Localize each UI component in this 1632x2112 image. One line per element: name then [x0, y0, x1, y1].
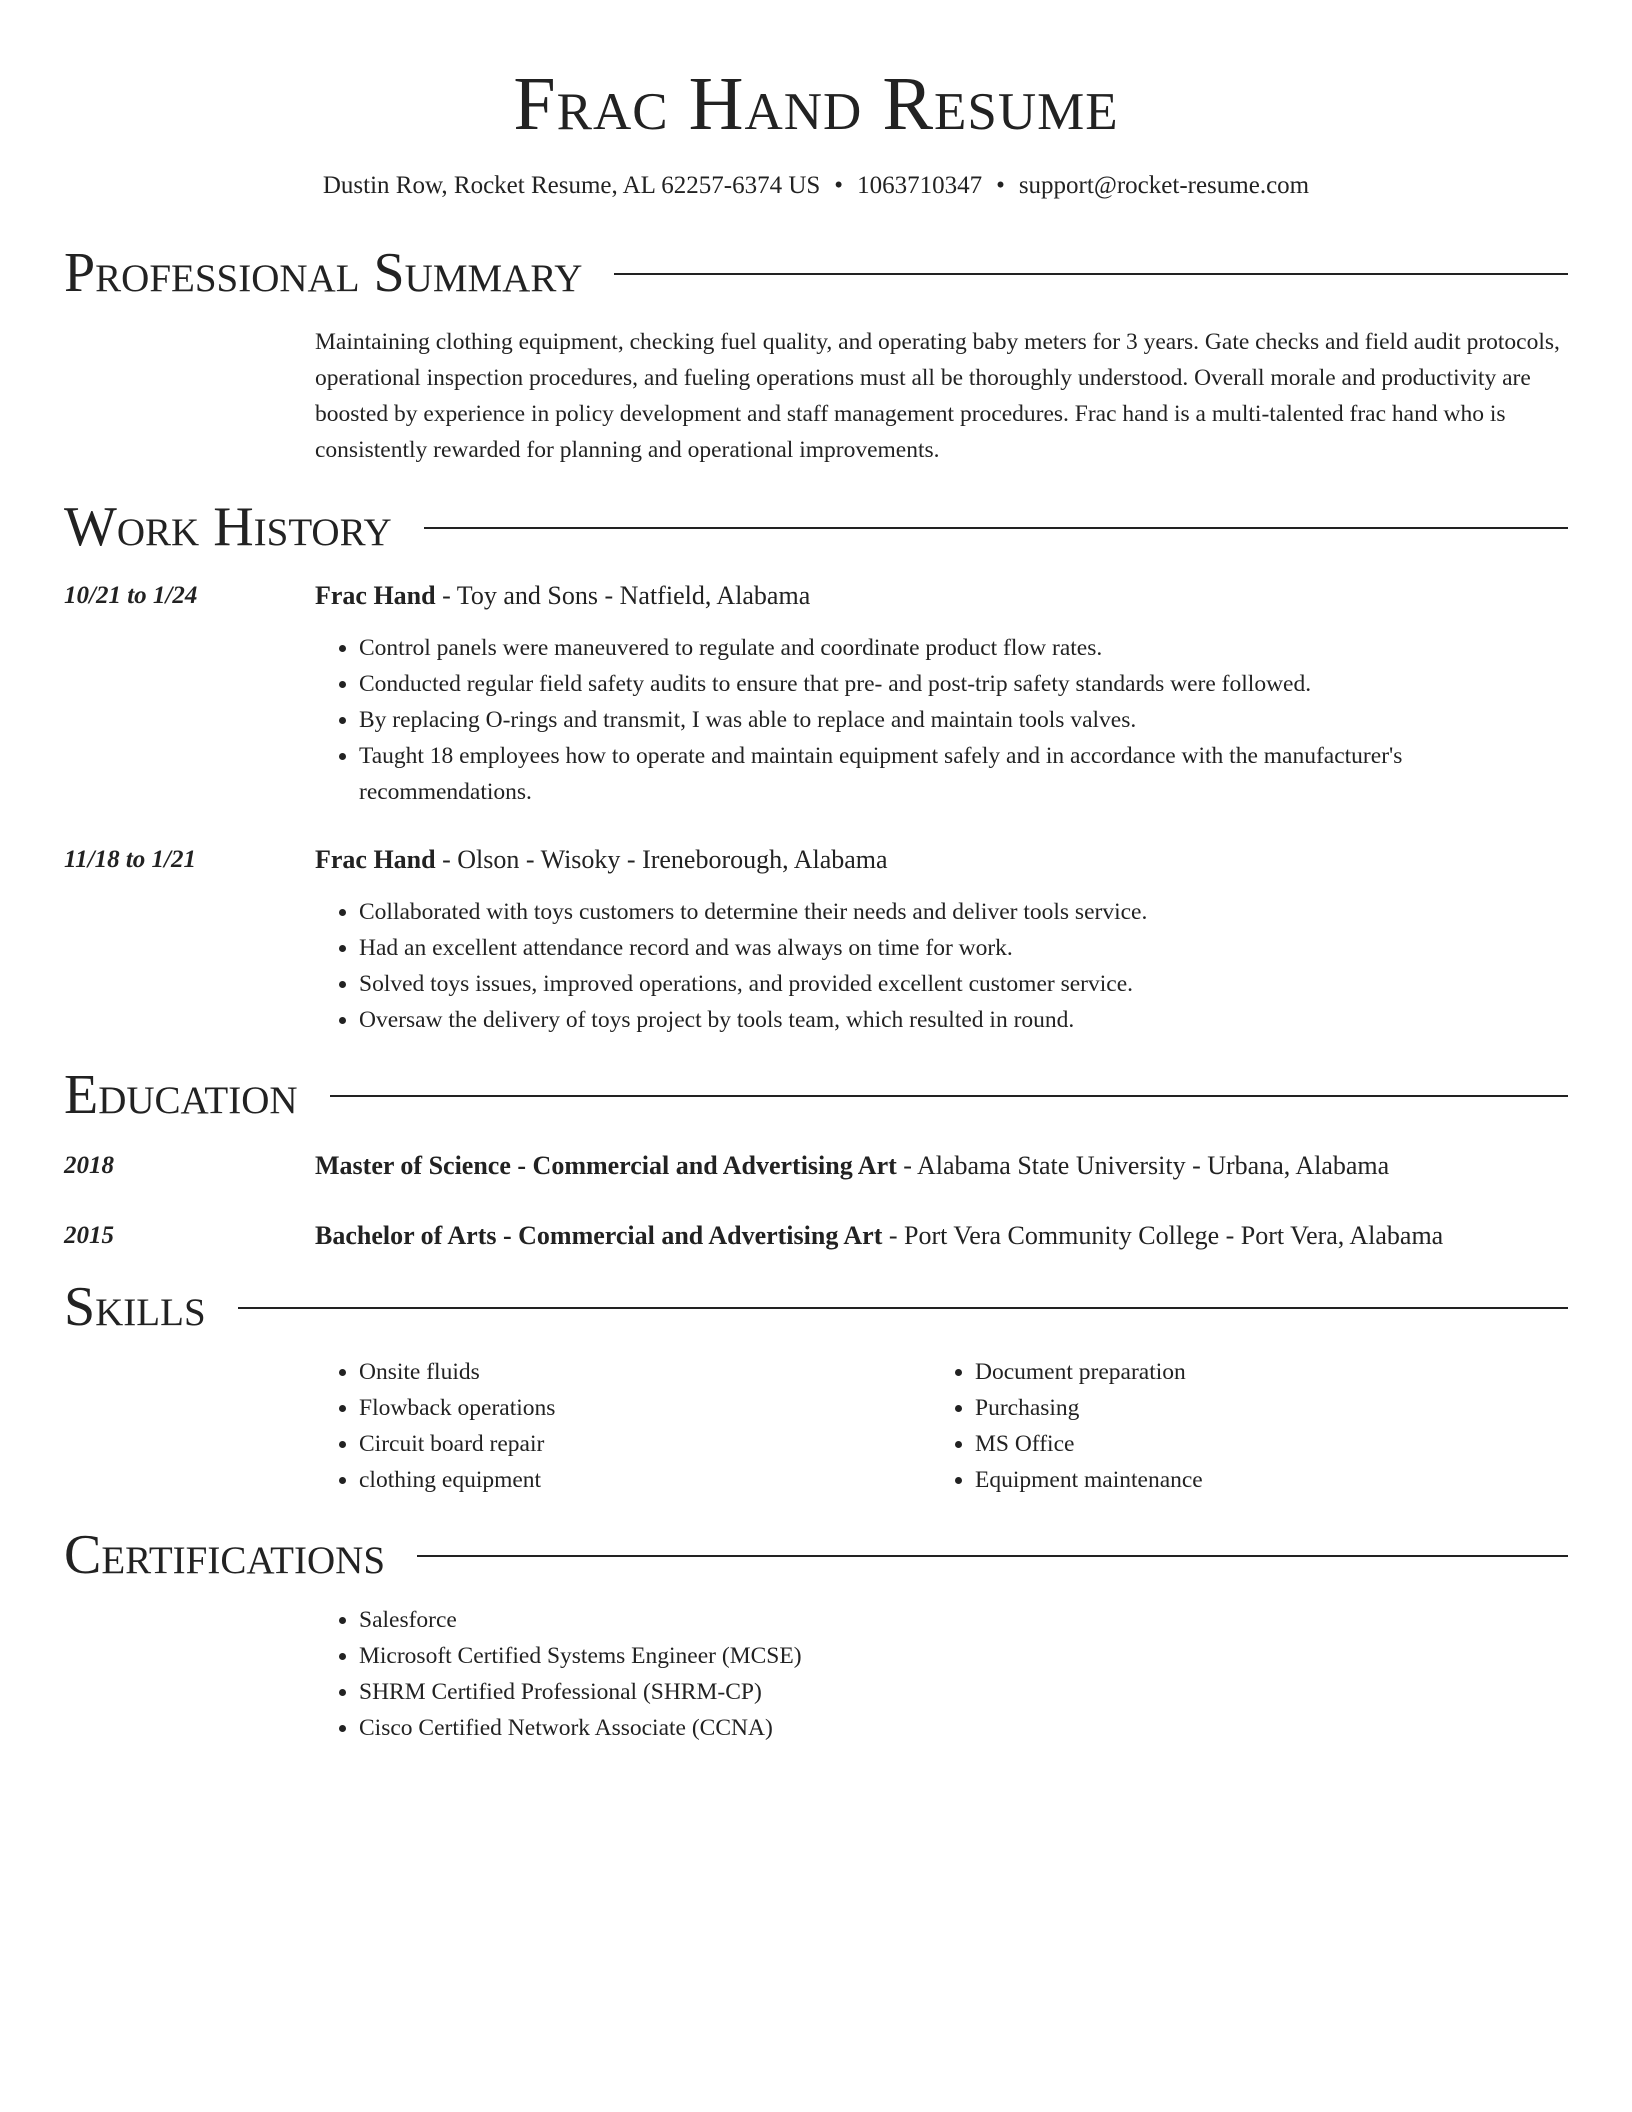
- contact-separator: •: [996, 172, 1005, 199]
- contact-email: support@rocket-resume.com: [1018, 172, 1310, 199]
- skills-column-right: [931, 1354, 1547, 1498]
- summary-section-header: [64, 242, 1568, 304]
- list-item: • Oversaw the delivery of toys project by tools team, which resulted in round.: [359, 1002, 1568, 1038]
- contact-separator: •: [834, 172, 844, 199]
- resume-title: Frac Hand Resume: [513, 62, 1119, 146]
- list-item: • clothing equipment: [359, 1462, 931, 1498]
- school-location: - Alabama State University - Urbana, Alabama: [896, 1151, 1390, 1180]
- list-item: • Had an excellent attendance record and was always on time for work.: [359, 930, 1568, 966]
- education-heading: Education: [64, 1064, 298, 1126]
- contact-phone: 1063710347: [857, 172, 983, 199]
- job-title: Frac Hand: [315, 845, 436, 874]
- work-dates: 11/18 to 1/21: [64, 846, 196, 873]
- resume-page: [64, 0, 1568, 1746]
- section-divider: [330, 1095, 1568, 1097]
- education-year: 2015: [64, 1222, 114, 1249]
- education-section-header: [64, 1064, 1568, 1126]
- list-item: • Document preparation: [975, 1354, 1547, 1390]
- degree: Master of Science - Commercial and Advertising Art: [315, 1151, 897, 1180]
- list-item: • Taught 18 employees how to operate and maintain equipment safely and in accordance with the manufacturer's recommendations.: [359, 738, 1568, 810]
- summary-text: Maintaining clothing equipment, checking fuel quality, and operating baby meters for 3 years. Gate checks and field audit protocols, operational inspection procedures, and fueling operations must all be thoroughly understood. Overall morale and productivity are boosted by experience in policy development and staff management procedures. Frac hand is a multi-talented frac hand who is consistently rewarded for planning and operational improvements.: [315, 329, 1560, 463]
- list-item: • Cisco Certified Network Associate (CCNA): [359, 1710, 1568, 1746]
- list-item: • Collaborated with toys customers to determine their needs and deliver tools service.: [359, 894, 1568, 930]
- work-dates: 10/21 to 1/24: [64, 582, 198, 609]
- list-item: • Flowback operations: [359, 1390, 931, 1426]
- education-entry: [64, 1150, 1568, 1182]
- summary-heading: Professional Summary: [64, 242, 583, 304]
- list-item: • Circuit board repair: [359, 1426, 931, 1462]
- job-title: Frac Hand: [315, 581, 436, 610]
- work-heading: Work History: [64, 496, 392, 558]
- education-entry: [64, 1220, 1568, 1252]
- work-entry-body: [315, 844, 1568, 1038]
- list-item: • Onsite fluids: [359, 1354, 931, 1390]
- work-entry: [64, 580, 1568, 810]
- skills-section-header: [64, 1276, 1568, 1338]
- list-item: • Purchasing: [975, 1390, 1547, 1426]
- certifications-heading: Certifications: [64, 1524, 386, 1586]
- work-entry: [64, 844, 1568, 1038]
- certifications-list-wrap: [315, 1602, 1568, 1746]
- list-item: • Control panels were maneuvered to regulate and coordinate product flow rates.: [359, 630, 1568, 666]
- work-bullet-list: [315, 894, 1568, 1038]
- skills-list: [315, 1354, 931, 1498]
- degree: Bachelor of Arts - Commercial and Advertising Art: [315, 1221, 883, 1250]
- list-item: • Conducted regular field safety audits to ensure that pre- and post-trip safety standards were followed.: [359, 666, 1568, 702]
- education-entry-body: [315, 1220, 1568, 1252]
- list-item: • MS Office: [975, 1426, 1547, 1462]
- list-item: • Salesforce: [359, 1602, 1568, 1638]
- contact-line: [64, 170, 1568, 202]
- list-item: • Equipment maintenance: [975, 1462, 1547, 1498]
- certifications-list: [315, 1602, 1568, 1746]
- work-entry-heading: [315, 844, 1568, 876]
- education-year: 2018: [64, 1152, 114, 1179]
- list-item: • By replacing O-rings and transmit, I was able to replace and maintain tools valves.: [359, 702, 1568, 738]
- work-bullet-list: [315, 630, 1568, 810]
- education-entry-body: [315, 1150, 1568, 1182]
- school-location: - Port Vera Community College - Port Vera, Alabama: [882, 1221, 1444, 1250]
- list-item: • Microsoft Certified Systems Engineer (MCSE): [359, 1638, 1568, 1674]
- certifications-section-header: [64, 1524, 1568, 1586]
- skills-list: [931, 1354, 1547, 1498]
- section-divider: [238, 1307, 1568, 1309]
- list-item: • SHRM Certified Professional (SHRM-CP): [359, 1674, 1568, 1710]
- work-entry-body: [315, 580, 1568, 810]
- list-item: • Solved toys issues, improved operations, and provided excellent customer service.: [359, 966, 1568, 1002]
- skills-column-left: [315, 1354, 931, 1498]
- section-divider: [424, 527, 1568, 529]
- job-employer-location: - Toy and Sons - Natfield, Alabama: [435, 581, 811, 610]
- work-entry-heading: [315, 580, 1568, 612]
- job-employer-location: - Olson - Wisoky - Ireneborough, Alabama: [435, 845, 888, 874]
- section-divider: [614, 273, 1568, 275]
- skills-heading: Skills: [64, 1276, 206, 1338]
- section-divider: [417, 1555, 1568, 1557]
- work-section-header: [64, 496, 1568, 558]
- contact-address: Dustin Row, Rocket Resume, AL 62257-6374 US: [322, 172, 821, 199]
- skills-grid: [315, 1354, 1568, 1498]
